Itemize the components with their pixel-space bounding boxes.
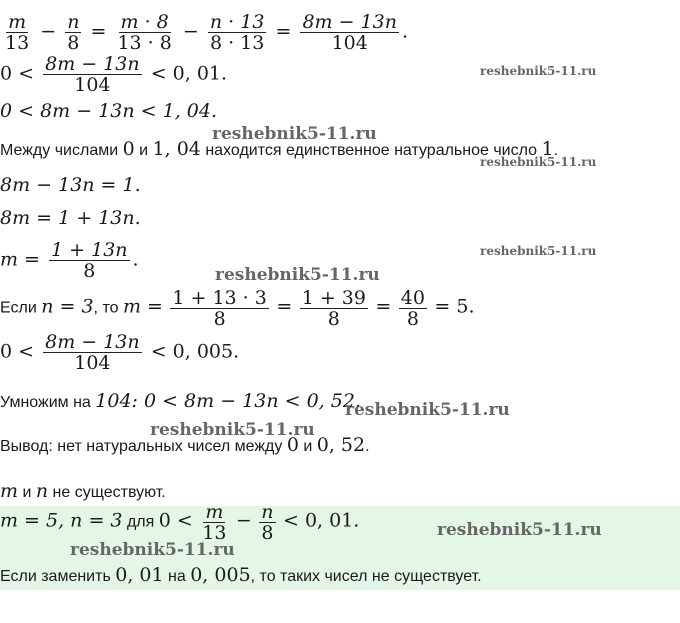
- watermark: reshebnik5-11.ru: [212, 124, 377, 144]
- watermark: reshebnik5-11.ru: [345, 400, 510, 420]
- watermark: reshebnik5-11.ru: [70, 540, 235, 560]
- watermark: reshebnik5-11.ru: [480, 155, 597, 169]
- inequality-fraction-001: 0 < $\frac{8m - 13n}{104}$ < 0, 01.: [0, 53, 228, 96]
- watermark: reshebnik5-11.ru: [480, 64, 597, 78]
- answer-line-1: m = 5, n = 3 для 0 < $\frac{m}{13}$ − $\frac{n}{8}$ < 0, 01.: [0, 501, 360, 544]
- text-between-numbers: Между числами 0 и 1, 04 находится единственное натуральное число 1.: [0, 138, 559, 160]
- watermark: reshebnik5-11.ru: [150, 420, 315, 440]
- watermark: reshebnik5-11.ru: [480, 244, 597, 258]
- equation-8m: 8m = 1 + 13n.: [0, 207, 141, 229]
- equation-fraction-rewrite: $\frac{m}{13}$ − $\frac{n}{8}$ = $\frac{m \cdot 8}{13 \cdot 8}$ − $\frac{n \cdot 13}{8 \cdot 13}$ = $\frac{8m - 13n}{104}$ .: [5, 11, 409, 54]
- answer-line-2: Если заменить 0, 01 на 0, 005, то таких чисел не существует.: [0, 564, 482, 586]
- inequality-104: 0 < 8m − 13n < 1, 04.: [0, 100, 217, 122]
- equation-equals-one: 8m − 13n = 1.: [0, 174, 141, 196]
- not-exist-line: m и n не существуют.: [0, 480, 166, 502]
- substitution-line: Если n = 3, то m = $\frac{1 + 13 \cdot 3}{8}$ = $\frac{1 + 39}{8}$ = $\frac{40}{8}$ = 5.: [0, 287, 475, 330]
- equation-m-fraction: m = $\frac{1 + 13n}{8}$ .: [0, 239, 139, 282]
- inequality-fraction-0005: 0 < $\frac{8m - 13n}{104}$ < 0, 005.: [0, 331, 240, 374]
- multiply-line: Умножим на 104: 0 < 8m − 13n < 0, 52.: [0, 390, 361, 412]
- watermark: reshebnik5-11.ru: [437, 520, 602, 540]
- watermark: reshebnik5-11.ru: [215, 265, 380, 285]
- conclusion-line: Вывод: нет натуральных чисел между 0 и 0, 52.: [0, 434, 370, 456]
